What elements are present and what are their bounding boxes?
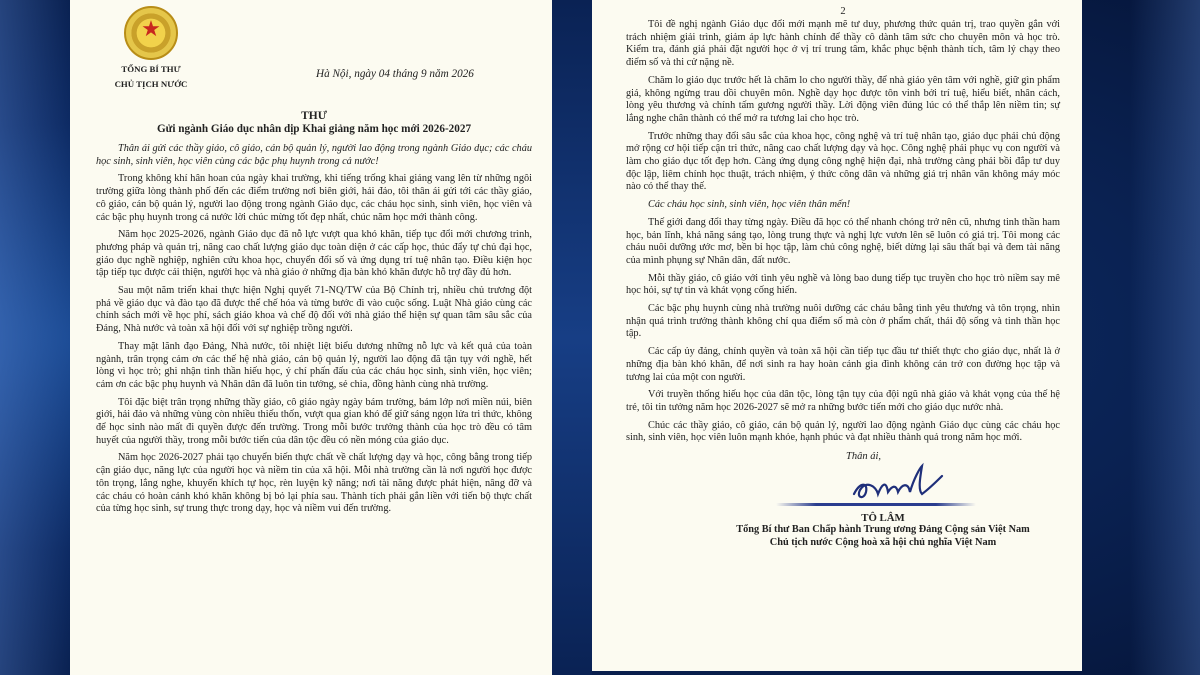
- paragraph: Thay mặt lãnh đạo Đảng, Nhà nước, tôi nhiệt liệt biểu dương những nỗ lực và kết quả của toàn ngành, trân trọng cảm ơn các thế hệ nhà giáo, cán bộ quản lý, người lao động đã tận tụy với nghề, hết lòng vì học trò; ghi nhận tinh thần hiếu học, ý chí phấn đấu của các cháu học sinh, sinh viên, học viên; cảm ơn các bậc phụ huynh và Nhân dân đã luôn tin tưởng, sẻ chia, đồng hành cùng nhà trường.: [96, 340, 532, 390]
- children-greeting: Các cháu học sinh, sinh viên, học viên thân mến!: [648, 199, 851, 211]
- paragraph: Trong không khí hân hoan của ngày khai trường, khi tiếng trống khai giảng vang lên từ những ngôi trường giữa lòng thành phố đến các điểm trường nơi biên giới, hải đảo, tôi thân ái gửi tới các thầy giáo, cô giáo, cán bộ quản lý, người lao động trong ngành Giáo dục, các cháu học sinh, sinh viên, học viên và các bậc phụ huynh trong cả nước lời chúc mừng tốt đẹp nhất, chúc năm học mới thành công.: [96, 173, 532, 223]
- closing-salutation: Thân ái,: [846, 451, 882, 463]
- letter-subtitle: Gửi ngành Giáo dục nhân dịp Khai giảng năm học mới 2026-2027: [156, 123, 472, 135]
- paragraph: Với truyền thống hiếu học của dân tộc, lòng tận tụy của đội ngũ nhà giáo và khát vọng của thế hệ trẻ, tôi tin tưởng năm học 2026-2027 sẽ mở ra những bước tiến mới cho giáo dục nước nhà.: [626, 389, 1060, 413]
- paragraph: Mỗi thầy giáo, cô giáo với tình yêu nghề và lòng bao dung tiếp tục truyền cho học trò niềm say mê học hỏi, sự tự tin và khát vọng cống hiến.: [626, 272, 1060, 297]
- national-emblem-icon: ★: [124, 6, 178, 60]
- background-left: [0, 0, 70, 675]
- paragraph: Năm học 2026-2027 phải tạo chuyển biến thực chất về chất lượng dạy và học, công bằng trong tiếp cận giáo dục, năng lực của người học và niềm tin của xã hội. Mỗi nhà trường cần là nơi người học được tôn trọng, lắng nghe, khuyến khích tự học, rèn luyện kỹ năng; nơi tài năng được phát hiện, nâng đỡ và các cháu có hoàn cảnh khó khăn không bị bỏ lại phía sau. Thành tích phải gắn liền với tiến bộ thực chất của từng học sinh, sự trung thực trong dạy, học và niềm vui đến trường.: [96, 452, 532, 515]
- paragraph: Chăm lo giáo dục trước hết là chăm lo cho người thầy, để nhà giáo yên tâm với nghề, giữ gìn phẩm giá, không ngừng trau dồi chuyên môn. Nghề dạy học được tôn vinh bởi trí tuệ, hiểu biết, nhân cách, lòng yêu thương và chính tấm gương người thầy. Lời động viên đúng lúc có thể thắp lên niềm tin; sự lắng nghe chân thành có thể mở ra tương lai cho học trò.: [626, 74, 1060, 124]
- background-gap: [552, 0, 592, 675]
- signature-block: [806, 462, 1060, 512]
- paragraph: Chúc các thầy giáo, cô giáo, cán bộ quản lý, người lao động ngành Giáo dục cùng các cháu học sinh, sinh viên, học viên luôn mạnh khỏe, hạnh phúc và đạt nhiều thành quả trong năm học mới.: [626, 419, 1060, 444]
- signer-name: TÔ LÂM: [861, 512, 905, 525]
- issuer-line-1: TỔNG BÍ THƯ: [121, 64, 181, 74]
- paragraph: Năm học 2025-2026, ngành Giáo dục đã nỗ lực vượt qua khó khăn, tiếp tục đổi mới chương trình, phương pháp và quản trị, nâng cao chất lượng giáo dục toàn diện ở các cấp học, thúc đẩy tự chủ đại học, giáo dục nghề nghiệp, nghiên cứu khoa học, chuyển đổi số và ứng dụng trí tuệ nhân tạo. Điều kiện học tập tiếp tục được cải thiện, người học và nhà giáo ở những địa bàn khó khăn được hỗ trợ đầy đủ hơn.: [96, 229, 532, 279]
- paragraph: Tôi đề nghị ngành Giáo dục đổi mới mạnh mẽ tư duy, phương thức quản trị, trao quyền gắn với trách nhiệm giải trình, giảm áp lực hành chính để thầy cô dành tâm sức cho chuyên môn và học trò. Kiểm tra, đánh giá phải đặt người học ở vị trí trung tâm, khắc phục bệnh thành tích, tâm lý chạy theo điểm số và thi cử nặng nề.: [626, 19, 1060, 69]
- paragraph: Tôi đặc biệt trân trọng những thầy giáo, cô giáo ngày ngày bám trường, bám lớp nơi miền núi, biên giới, hải đảo và những vùng còn nhiều thiếu thốn, vượt qua gian khó để giữ sáng ngọn lửa tri thức, không để học sinh nào mất đi quyền được đến trường. Trong mỗi bước trưởng thành của học trò đều có tâm huyết của người thầy, trong mỗi bước tiến của dân tộc đều có nền móng của giáo dục.: [96, 396, 532, 446]
- letter-greeting: Thân ái gửi các thầy giáo, cô giáo, cán bộ quản lý, người lao động trong ngành Giáo dục; các cháu học sinh, sinh viên, học viên cùng các bậc phụ huynh trong cả nước!: [96, 143, 532, 167]
- signer-title-2: Chủ tịch nước Cộng hoà xã hội chủ nghĩa Việt Nam: [769, 536, 997, 548]
- page-number: 2: [840, 6, 846, 17]
- issuer-block: [96, 6, 206, 89]
- signature-underline: [776, 503, 976, 506]
- letter-page-1: [70, 0, 552, 675]
- background-right: [1130, 0, 1200, 675]
- paragraph: Thế giới đang đổi thay từng ngày. Điều đã học có thể nhanh chóng trở nên cũ, nhưng tinh thần ham học, bản lĩnh, khả năng sáng tạo, lòng trung thực và nghị lực vươn lên sẽ luôn có giá trị. Tôi mong các cháu nuôi dưỡng ước mơ, bền bỉ học tập, làm chủ công nghệ, biết dừng lại sâu thất bại và đem tài năng của mình phụng sự Nhân dân, đất nước.: [626, 216, 1060, 266]
- paragraph: Các bậc phụ huynh cùng nhà trường nuôi dưỡng các cháu bằng tình yêu thương và tôn trọng, nhìn nhận quá trình trưởng thành không chỉ qua điểm số mà còn ở phẩm chất, thái độ sống và tinh thần học tập.: [626, 303, 1060, 340]
- letter-header: [96, 6, 532, 102]
- signature-icon: [846, 462, 966, 506]
- issuer-line-2: CHỦ TỊCH NƯỚC: [114, 78, 188, 89]
- paragraph: Sau một năm triển khai thực hiện Nghị quyết 71-NQ/TW của Bộ Chính trị, nhiều chủ trương đột phá về giáo dục và đào tạo đã được thể chế hóa và từng bước đi vào cuộc sống. Luật Nhà giáo cùng các chính sách mới về học phí, sách giáo khoa và chế độ đối với nhà giáo thể hiện sự quan tâm sâu sắc của Đảng, Nhà nước và toàn xã hội đối với sự nghiệp trồng người.: [96, 285, 532, 335]
- paragraph: Trước những thay đổi sâu sắc của khoa học, công nghệ và trí tuệ nhân tạo, giáo dục phải chủ động mở rộng cơ hội tiếp cận tri thức, nâng cao chất lượng dạy và học. Công nghệ phải phục vụ con người và làm cho giáo dục tốt đẹp hơn. Càng ứng dụng công nghệ hiện đại, nhà trường càng phải bồi đắp tư duy độc lập, liêm chính học thuật, trách nhiệm, ý thức công dân và những giá trị nhân văn không máy móc nào có thể thay thế.: [626, 130, 1060, 193]
- letter-date: Hà Nội, ngày 04 tháng 9 năm 2026: [316, 68, 474, 80]
- letter-page-2: [592, 0, 1082, 671]
- letter-title: THƯ: [301, 110, 327, 122]
- paragraph: Các cấp ủy đảng, chính quyền và toàn xã hội cần tiếp tục đầu tư thiết thực cho giáo dục, nhất là ở những địa bàn khó khăn, để nơi sinh ra hay hoàn cảnh gia đình không cản trở con đường học tập và tương lai của một con người.: [626, 346, 1060, 383]
- signer-title-1: Tổng Bí thư Ban Chấp hành Trung ương Đảng Cộng sản Việt Nam: [736, 524, 1030, 536]
